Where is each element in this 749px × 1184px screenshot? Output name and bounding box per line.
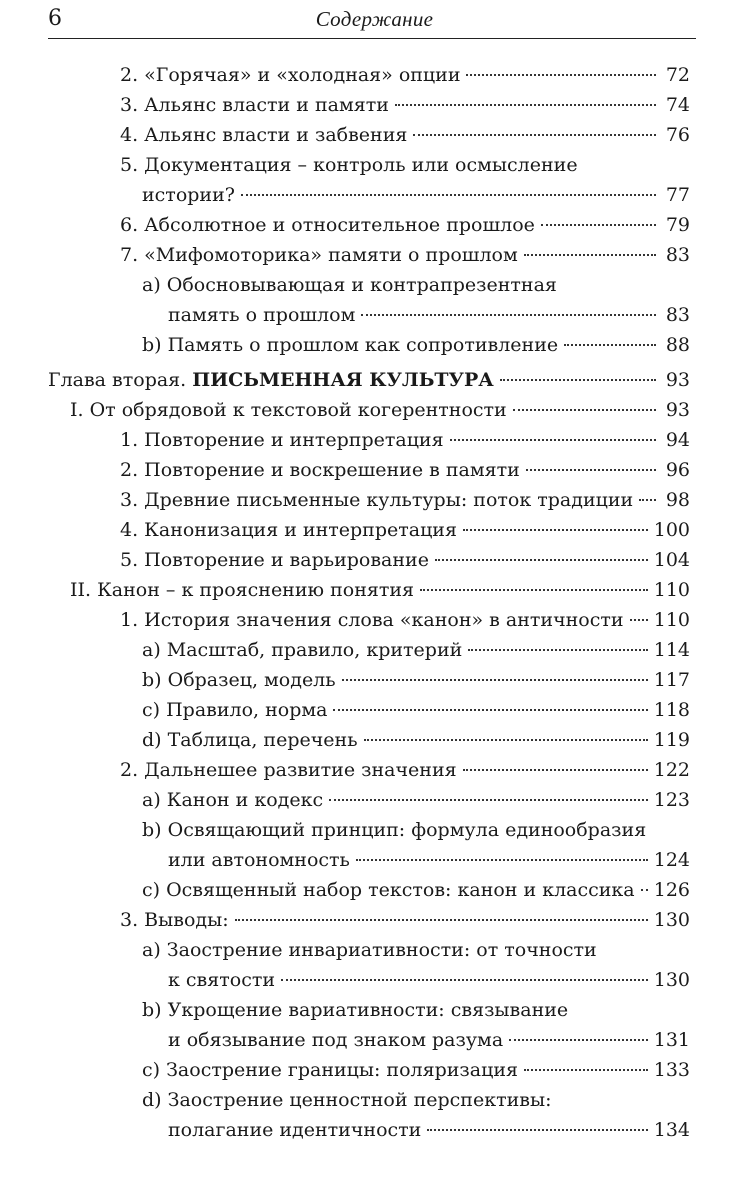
toc-entry-label: память о прошлом xyxy=(168,304,356,326)
toc-entry-first-line[interactable]: a) Заострение инвариативности: от точности xyxy=(142,939,597,961)
toc-entry-label: 4. Альянс власти и забвения xyxy=(120,124,408,146)
toc-entry-first-line[interactable]: d) Заострение ценностной перспективы: xyxy=(142,1089,552,1111)
toc-entry-page: 124 xyxy=(653,849,690,871)
dot-leader xyxy=(509,1039,648,1041)
toc-entry[interactable] xyxy=(48,1115,690,1145)
toc-entry-page: 130 xyxy=(653,969,690,991)
toc-entry-first-line[interactable]: 5. Документация – контроль или осмысление xyxy=(120,154,578,176)
toc-entry[interactable] xyxy=(48,635,690,665)
toc-entry-label: 6. Абсолютное и относительное прошлое xyxy=(120,214,535,236)
toc-entry-label: 2. Дальнешее развитие значения xyxy=(120,759,457,781)
toc-entry-label: 1. Повторение и интерпретация xyxy=(120,429,444,451)
toc-entry-label: полагание идентичности xyxy=(168,1119,422,1141)
toc-entry-page: 100 xyxy=(653,519,690,541)
toc-entry[interactable] xyxy=(48,395,690,425)
dot-leader xyxy=(413,134,656,136)
toc-chapter-entry[interactable] xyxy=(48,365,690,395)
toc-entry-label: c) Освященный набор текстов: канон и классика xyxy=(142,879,635,901)
toc-entry-page: 110 xyxy=(653,609,690,631)
toc-entry[interactable] xyxy=(48,605,690,635)
running-head: Содержание xyxy=(315,7,434,31)
toc-entry-label: 2. «Горячая» и «холодная» опции xyxy=(120,64,461,86)
toc-entry-page: 83 xyxy=(665,244,690,266)
toc-entry-page: 123 xyxy=(653,789,690,811)
dot-leader xyxy=(235,919,648,921)
toc-entry-label: 3. Древние письменные культуры: поток традиции xyxy=(120,489,634,511)
toc-entry-page: 118 xyxy=(653,699,690,721)
dot-leader xyxy=(466,74,656,76)
dot-leader xyxy=(356,859,648,861)
dot-leader xyxy=(342,679,648,681)
toc-entry-page: 131 xyxy=(653,1029,690,1051)
toc-entry[interactable] xyxy=(48,785,690,815)
dot-leader xyxy=(333,709,647,711)
dot-leader xyxy=(463,529,648,531)
toc-entry-label: и обязывание под знаком разума xyxy=(168,1029,504,1051)
toc-entry-page: 79 xyxy=(665,214,690,236)
dot-leader xyxy=(420,589,648,591)
toc-entry[interactable] xyxy=(48,725,690,755)
dot-leader xyxy=(364,739,648,741)
dot-leader xyxy=(513,409,656,411)
toc-entry[interactable] xyxy=(48,330,690,360)
toc-entry-page: 76 xyxy=(665,124,690,146)
toc-entry[interactable] xyxy=(48,180,690,210)
table-of-contents xyxy=(48,60,690,1145)
toc-entry[interactable] xyxy=(48,665,690,695)
toc-entry-page: 74 xyxy=(665,94,690,116)
toc-entry[interactable] xyxy=(48,485,690,515)
toc-entry[interactable] xyxy=(48,875,690,905)
toc-entry-page: 104 xyxy=(653,549,690,571)
toc-entry-label: 4. Канонизация и интерпретация xyxy=(120,519,457,541)
dot-leader xyxy=(427,1129,647,1131)
toc-entry-page: 122 xyxy=(653,759,690,781)
dot-leader xyxy=(435,559,648,561)
toc-entry[interactable] xyxy=(48,755,690,785)
toc-entry[interactable] xyxy=(48,515,690,545)
dot-leader xyxy=(564,344,656,346)
toc-entry[interactable] xyxy=(48,300,690,330)
toc-entry-page: 72 xyxy=(665,64,690,86)
dot-leader xyxy=(524,1069,648,1071)
toc-entry-page: 110 xyxy=(653,579,690,601)
dot-leader xyxy=(463,769,648,771)
toc-entry-label: a) Масштаб, правило, критерий xyxy=(142,639,463,661)
toc-entry-page: 126 xyxy=(653,879,690,901)
toc-entry-page: 114 xyxy=(653,639,690,661)
toc-entry-page: 83 xyxy=(665,304,690,326)
toc-entry-label: 3. Альянс власти и памяти xyxy=(120,94,389,116)
toc-entry-label: или автономность xyxy=(168,849,350,871)
dot-leader xyxy=(630,619,648,621)
toc-entry-first-line[interactable]: b) Укрощение вариативности: связывание xyxy=(142,999,569,1021)
chapter-prefix: Глава вторая. xyxy=(48,369,193,391)
dot-leader xyxy=(468,649,647,651)
toc-entry-label xyxy=(48,365,494,395)
toc-entry[interactable] xyxy=(48,90,690,120)
toc-entry-page: 117 xyxy=(653,669,690,691)
chapter-title: ПИСЬМЕННАЯ КУЛЬТУРА xyxy=(192,369,494,391)
toc-entry[interactable] xyxy=(48,695,690,725)
toc-entry[interactable] xyxy=(48,1025,690,1055)
dot-leader xyxy=(395,104,656,106)
toc-entry-first-line[interactable]: a) Обосновывающая и контрапрезентная xyxy=(142,274,557,296)
toc-entry-page: 77 xyxy=(665,184,690,206)
toc-entry[interactable] xyxy=(48,905,690,935)
toc-entry[interactable] xyxy=(48,120,690,150)
header-rule xyxy=(48,38,696,39)
toc-entry-label: II. Канон – к прояснению понятия xyxy=(70,579,415,601)
toc-entry-label: истории? xyxy=(142,184,235,206)
toc-entry[interactable] xyxy=(48,1055,690,1085)
toc-entry-label: b) Образец, модель xyxy=(142,669,336,691)
toc-entry[interactable] xyxy=(48,455,690,485)
toc-entry[interactable] xyxy=(48,545,690,575)
toc-entry-label: c) Правило, норма xyxy=(142,699,328,721)
toc-entry-page: 96 xyxy=(665,459,690,481)
toc-entry[interactable] xyxy=(48,60,690,90)
toc-entry-first-line[interactable]: b) Освящающий принцип: формула единообразия xyxy=(142,819,647,841)
toc-entry[interactable] xyxy=(48,210,690,240)
toc-entry-page: 119 xyxy=(653,729,690,751)
toc-entry-page: 94 xyxy=(665,429,690,451)
toc-entry-label: 3. Выводы: xyxy=(120,909,229,931)
dot-leader xyxy=(281,979,648,981)
toc-entry-label: 1. История значения слова «канон» в античности xyxy=(120,609,624,631)
page-number: 6 xyxy=(48,6,62,31)
toc-entry-label: d) Таблица, перечень xyxy=(142,729,358,751)
toc-entry[interactable] xyxy=(48,240,690,270)
toc-entry-page: 134 xyxy=(653,1119,690,1141)
dot-leader xyxy=(361,314,656,316)
toc-entry-label: a) Канон и кодекс xyxy=(142,789,324,811)
toc-entry[interactable] xyxy=(48,575,690,605)
toc-entry-label: к святости xyxy=(168,969,276,991)
toc-entry[interactable] xyxy=(48,425,690,455)
toc-entry-page: 88 xyxy=(665,334,690,356)
toc-entry-label: c) Заострение границы: поляризация xyxy=(142,1059,518,1081)
toc-entry-label: 5. Повторение и варьирование xyxy=(120,549,429,571)
toc-entry-label: b) Память о прошлом как сопротивление xyxy=(142,334,559,356)
dot-leader xyxy=(500,379,656,381)
toc-entry[interactable] xyxy=(48,845,690,875)
dot-leader xyxy=(450,439,656,441)
toc-entry-page: 133 xyxy=(653,1059,690,1081)
dot-leader xyxy=(241,194,656,196)
dot-leader xyxy=(641,889,648,891)
dot-leader xyxy=(639,499,656,501)
toc-entry-page: 130 xyxy=(653,909,690,931)
dot-leader xyxy=(329,799,648,801)
toc-entry-label: 7. «Мифомоторика» памяти о прошлом xyxy=(120,244,518,266)
dot-leader xyxy=(526,469,656,471)
toc-entry[interactable] xyxy=(48,965,690,995)
toc-entry-page: 93 xyxy=(665,399,690,421)
toc-entry-label: 2. Повторение и воскрешение в памяти xyxy=(120,459,520,481)
dot-leader xyxy=(524,254,656,256)
toc-entry-page: 98 xyxy=(665,489,690,511)
dot-leader xyxy=(541,224,656,226)
toc-entry-label: I. От обрядовой к текстовой когерентности xyxy=(70,399,507,421)
toc-entry-page: 93 xyxy=(665,369,690,391)
